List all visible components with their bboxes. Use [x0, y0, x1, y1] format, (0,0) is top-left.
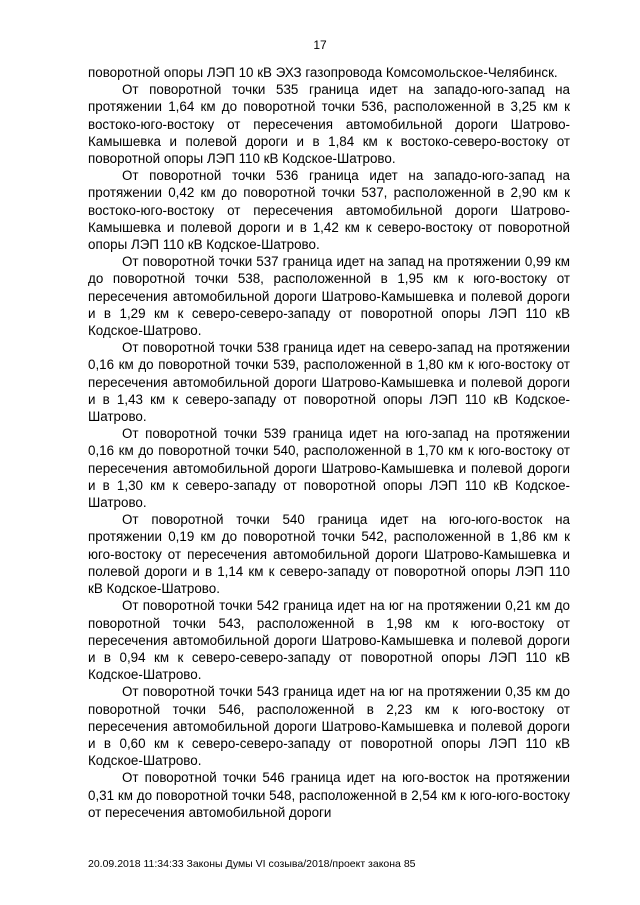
footer-stamp: 20.09.2018 11:34:33 Законы Думы VI созыва/2018/проект закона 85 — [88, 858, 416, 870]
paragraph: От поворотной точки 543 граница идет на юг на протяжении 0,35 км до поворотной точки 546, расположенной в 2,23 км к юго-востоку от пересечения автомобильной дороги Шатрово-Камышевка и полевой дороги и в 0,60 км к северо-северо-западу от поворотной опоры ЛЭП 110 кВ Кодское-Шатрово. — [88, 684, 570, 769]
paragraph-continuation: поворотной опоры ЛЭП 10 кВ ЭХЗ газопровода Комсомольское-Челябинск. — [88, 65, 558, 80]
page-number: 17 — [313, 38, 327, 52]
paragraph: От поворотной точки 539 граница идет на юго-запад на протяжении 0,16 км до поворотной точки 540, расположенной в 1,70 км к юго-востоку от пересечения автомобильной дороги Шатрово-Камышевка и полевой дороги и в 1,30 км к северо-западу от поворотной опоры ЛЭП 110 кВ Кодское-Шатрово. — [88, 426, 570, 511]
paragraph: От поворотной точки 538 граница идет на северо-запад на протяжении 0,16 км до поворотной точки 539, расположенной в 1,80 км к юго-востоку от пересечения автомобильной дороги Шатрово-Камышевка и полевой дороги и в 1,43 км к северо-западу от поворотной опоры ЛЭП 110 кВ Кодское-Шатрово. — [88, 340, 570, 425]
paragraph: От поворотной точки 542 граница идет на юг на протяжении 0,21 км до поворотной точки 543, расположенной в 1,98 км к юго-востоку от пересечения автомобильной дороги Шатрово-Камышевка и полевой дороги и в 0,94 км к северо-северо-западу от поворотной опоры ЛЭП 110 кВ Кодское-Шатрово. — [88, 598, 570, 683]
paragraph: От поворотной точки 546 граница идет на юго-восток на протяжении 0,31 км до поворотной точки 548, расположенной в 2,54 км к юго-юго-востоку от пересечения автомобильной дороги — [88, 770, 570, 820]
paragraph: От поворотной точки 540 граница идет на юго-юго-восток на протяжении 0,19 км до поворотной точки 542, расположенной в 1,86 км к юго-востоку от пересечения автомобильной дороги Шатрово-Камышевка и полевой дороги и в 1,14 км к северо-западу от поворотной опоры ЛЭП 110 кВ Кодское-Шатрово. — [88, 512, 570, 597]
paragraph: От поворотной точки 535 граница идет на западо-юго-запад на протяжении 1,64 км до поворотной точки 536, расположенной в 3,25 км к востоко-юго-востоку от пересечения автомобильной дороги Шатрово-Камышевка и полевой дороги и в 1,84 км к востоко-северо-востоку от поворотной опоры ЛЭП 110 кВ Кодское-Шатрово. — [88, 82, 570, 167]
document-body — [88, 64, 570, 821]
paragraph: От поворотной точки 537 граница идет на запад на протяжении 0,99 км до поворотной точки 538, расположенной в 1,95 км к юго-востоку от пересечения автомобильной дороги Шатрово-Камышевка и полевой дороги и в 1,29 км к северо-северо-западу от поворотной опоры ЛЭП 110 кВ Кодское-Шатрово. — [88, 254, 570, 339]
paragraph: От поворотной точки 536 граница идет на западо-юго-запад на протяжении 0,42 км до поворотной точки 537, расположенной в 2,90 км к востоко-юго-востоку от пересечения автомобильной дороги Шатрово-Камышевка и полевой дороги и в 1,42 км к северо-востоку от поворотной опоры ЛЭП 110 кВ Кодское-Шатрово. — [88, 168, 570, 253]
